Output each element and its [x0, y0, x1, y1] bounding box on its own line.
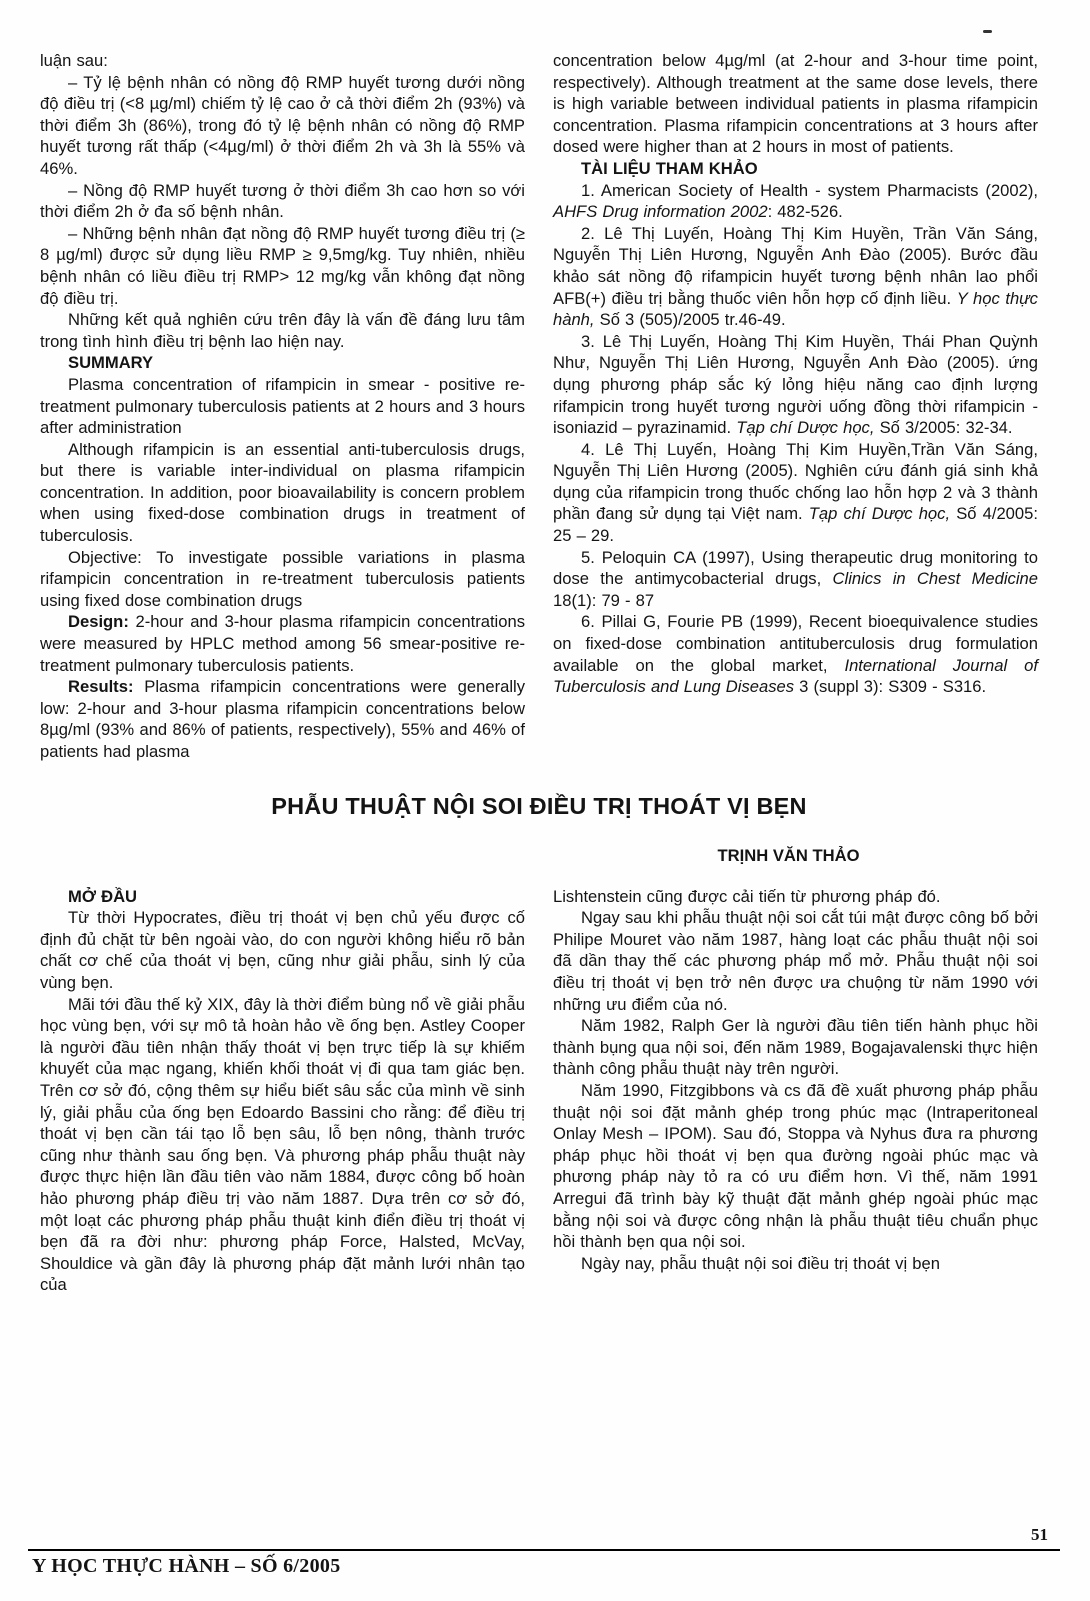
article2-title: PHẪU THUẬT NỘI SOI ĐIỀU TRỊ THOÁT VỊ BẸN [271, 792, 807, 819]
text-segment: 4. Lê Thị Luyến, Hoàng Thị Kim Huyền,Trần Văn Sáng, Nguyễn Thị Liên Hương (2005). Nghiên cứu đánh giá sinh khả dụng của rifampicin trong thuốc chống lao hỗn hợp 2 và 3 thành phần đang sử dụng tại Việt nam. [553, 439, 1038, 524]
paragraph [40, 611, 525, 676]
paragraph [553, 223, 1038, 331]
section-heading [553, 158, 1038, 180]
text-segment: 5. Peloquin CA (1997), Using therapeutic drug monitoring to dose the antimycobacterial drugs, [553, 547, 1038, 589]
text-segment: Tạp chí Dược học, [736, 418, 875, 438]
paragraph [553, 1015, 1038, 1080]
text-segment: Mãi tới đầu thế kỷ XIX, đây là thời điểm bùng nổ về giải phẫu học vùng bẹn, với sự mô tả hoàn hảo về ống bẹn. Astley Cooper là người đầu tiên nhận thấy thoát vị bẹn trực tiếp là sự khiếm khuyết của mạc ngang, khiến khối thoát vị đi qua tam giác bẹn. Trên cơ sở đó, cộng thêm sự hiểu biết sâu sắc của mình về sinh lý, giải phẫu của ống bẹn Edoardo Bassini cho rằng: để điều trị thoát vị bẹn cần tái tạo lỗ bẹn sâu, lỗ bẹn nông, thành trước cũng như thành sau ống bẹn. Và phương pháp phẫu thuật này được thực hiện lần đầu tiên vào năm 1884, được công bố hoàn hảo phương pháp điều trị vào năm 1887. Dựa trên cơ sở đó, một loạt các phương pháp phẫu thuật kinh điển điều trị thoát vị bẹn đã ra đời như: phương pháp Force, Halsted, McVay, Shouldice và gần đây là phương pháp đặt mảnh lưới nhân tạo của [40, 994, 525, 1295]
article1-section [40, 50, 1038, 763]
paragraph [40, 547, 525, 612]
article2-section [40, 886, 1038, 1296]
page-number: 51 [1031, 1525, 1048, 1544]
text-segment: Những kết quả nghiên cứu trên đây là vấn đề đáng lưu tâm trong tình hình điều trị bệnh lao hiện nay. [40, 310, 525, 351]
text-segment: 2. Lê Thị Luyến, Hoàng Thị Kim Huyền, Trần Văn Sáng, Nguyễn Thị Liên Hương, Nguyễn Anh Đào (2005). Bước đầu khảo sát nồng độ rifampicin huyết tương bệnh nhân lao phổi AFB(+) điều trị bằng thuốc viên hỗn hợp cố định liều. [553, 223, 1038, 308]
paragraph [40, 374, 525, 439]
text-segment: concentration below 4µg/ml (at 2-hour and 3-hour time point, respectively). Although treatment at the same dose levels, there is high variable between individual patients in plasma rifampicin concentration. Plasma rifampicin concentrations at 3 hours after dosed were higher than at 2 hours in most of patients. [553, 51, 1038, 157]
paragraph [40, 907, 525, 993]
text-segment: 2-hour and 3-hour plasma rifampicin concentrations were measured by HPLC method among 56 smear-positive re-treatment pulmonary tuberculosis patients. [40, 612, 525, 675]
section-heading [40, 886, 525, 908]
article2-author: TRỊNH VĂN THẢO [717, 845, 860, 865]
text-segment: Y học thực hành, [553, 288, 1038, 330]
paragraph [553, 50, 1038, 158]
text-segment: Ngay sau khi phẫu thuật nội soi cắt túi mật được công bố bởi Philipe Mouret vào năm 1987, hàng loạt các phẫu thuật nội soi đã dần thay thế các phương pháp mổ mở. Phẫu thuật nội soi điều trị thoát vị bẹn trở nên được ưa chuộng từ năm 1990 với những ưu điểm của nó. [553, 908, 1038, 1014]
text-segment: Plasma concentration of rifampicin in smear - positive re-treatment pulmonary tuberculosis patients at 2 hours and 3 hours after administration [40, 374, 525, 438]
text-segment: International Journal of Tuberculosis and Lung Diseases [553, 655, 1038, 697]
text-segment: Plasma rifampicin concentrations were generally low: 2-hour and 3-hour plasma rifampicin concentrations below 8µg/ml (93% and 86% of patients, respectively), 55% and 46% of patients had plasma [40, 677, 525, 761]
article1-right-column [553, 50, 1038, 763]
text-segment: Số 3/2005: 32-34. [874, 418, 1013, 438]
paragraph [40, 72, 525, 180]
text-segment: 3 (suppl 3): S309 - S316. [794, 677, 987, 697]
text-segment: Từ thời Hypocrates, điều trị thoát vị bẹn chủ yếu được cố định đủ chặt từ bên ngoài vào, do con người không hiểu rõ bản chất cơ chế của thoát vị bẹn, cũng như giải phẫu, sinh lý của vùng bẹn. [40, 908, 525, 992]
text-segment: 18(1): 79 - 87 [553, 590, 655, 610]
paragraph [40, 439, 525, 547]
journal-footer-title: Y HỌC THỰC HÀNH – SỐ 6/2005 [32, 1555, 341, 1577]
text-segment: TÀI LIỆU THAM KHẢO [581, 158, 758, 178]
text-segment: Ngày nay, phẫu thuật nội soi điều trị thoát vị bẹn [581, 1253, 940, 1273]
text-segment: 6. Pillai G, Fourie PB (1999), Recent bioequivalence studies on fixed-dose combination antituberculosis drug formulation available on the global market, [553, 612, 1038, 675]
text-segment: – Những bệnh nhân đạt nồng độ RMP huyết tương điều trị (≥ 8 µg/ml) được sử dụng liều RMP ≥ 9,5mg/kg. Tuy nhiên, nhiều bệnh nhân có liều điều trị RMP> 12 mg/kg vẫn không đạt nồng độ điều trị. [40, 223, 525, 308]
text-segment: Tạp chí Dược học, [808, 504, 951, 524]
paragraph [553, 886, 1038, 908]
paragraph [40, 223, 525, 309]
scan-artifact [983, 30, 992, 33]
article2-author-row [40, 846, 1038, 866]
text-segment: Design: [68, 612, 136, 632]
paragraph [553, 180, 1038, 223]
paragraph [553, 331, 1038, 439]
text-segment: Clinics in Chest Medicine [832, 569, 1038, 589]
paragraph [40, 309, 525, 352]
article2-right-column [553, 886, 1038, 1296]
footer-divider [28, 1549, 1060, 1551]
paragraph [40, 50, 525, 72]
text-segment: Số 3 (505)/2005 tr.46-49. [594, 310, 786, 330]
text-segment: Năm 1982, Ralph Ger là người đầu tiên tiến hành phục hồi thành bụng qua nội soi, đến năm 1989, Bogajavalenski thực hiện thành công phẫu thuật này trên người. [553, 1016, 1038, 1079]
paragraph [40, 180, 525, 223]
paragraph [553, 1080, 1038, 1253]
text-segment: AHFS Drug information 2002 [553, 202, 768, 222]
text-segment: Năm 1990, Fitzgibbons và cs đã đề xuất phương pháp phẫu thuật nội soi đặt mảnh ghép trong phúc mạc (Intraperitoneal Onlay Mesh – IPOM). Sau đó, Stoppa và Nyhus đưa ra phương pháp phục hồi thoát vị bẹn qua đường ngoài phúc mạc và phương pháp này tỏ ra có ưu điểm hơn. Vì thế, năm 1991 Arregui đã trình bày kỹ thuật đặt mảnh ghép ngoài phúc mạc bằng nội soi và được công nhận là phẫu thuật tiêu chuẩn phục hồi thành bẹn qua nội soi. [553, 1080, 1038, 1252]
text-segment: 1. American Society of Health - system Pharmacists (2002), [581, 180, 1038, 200]
text-segment: – Tỷ lệ bệnh nhân có nồng độ RMP huyết tương dưới nồng độ điều trị (<8 µg/ml) chiếm tỷ lệ cao ở cả thời điểm 2h (93%) và thời điểm 3h (86%), trong đó tỷ lệ bệnh nhân có nồng độ RMP huyết tương rất thấp (<4µg/ml) ở thời điểm 2h và 3h là 55% và 46%. [40, 72, 525, 178]
text-segment: 3. Lê Thị Luyến, Hoàng Thị Kim Huyền, Thái Phan Quỳnh Như, Nguyễn Thị Liên Hương, Nguyễn Anh Đào (2005). ứng dụng phương pháp sắc ký lỏng hiệu năng cao định lượng rifampicin trong huyết tương người uống đồng thời rifampicin - isoniazid – pyrazinamid. [553, 331, 1038, 438]
paragraph [40, 676, 525, 762]
text-segment: Objective: To investigate possible variations in plasma rifampicin concentration in re-treatment tuberculosis patients using fixed dose combination drugs [40, 547, 525, 610]
page-footer [28, 1525, 1060, 1587]
text-segment: MỞ ĐẦU [68, 886, 138, 906]
text-segment: Số 4/2005: 25 – 29. [553, 504, 1038, 546]
article2-left-column [40, 886, 525, 1296]
paragraph [553, 907, 1038, 1015]
text-segment: Although rifampicin is an essential anti-tuberculosis drugs, but there is variable inter-individual on plasma rifampicin concentration. In addition, poor bioavailability is concern problem when using fixed-dose combination drugs in treatment of tuberculosis. [40, 439, 525, 546]
text-segment: luận sau: [40, 51, 108, 70]
text-segment: Results: [68, 677, 145, 697]
paragraph [553, 1253, 1038, 1275]
article1-left-column [40, 50, 525, 763]
text-segment: Lishtenstein cũng được cải tiến từ phương pháp đó. [553, 886, 941, 906]
text-segment: – Nồng độ RMP huyết tương ở thời điểm 3h cao hơn so với thời điểm 2h ở đa số bệnh nhân. [40, 180, 525, 222]
text-segment: : 482-526. [767, 202, 843, 222]
paragraph [553, 439, 1038, 547]
text-segment: SUMMARY [68, 353, 154, 373]
paragraph [553, 547, 1038, 612]
paragraph [553, 611, 1038, 697]
paragraph [40, 994, 525, 1296]
section-heading [40, 352, 525, 374]
